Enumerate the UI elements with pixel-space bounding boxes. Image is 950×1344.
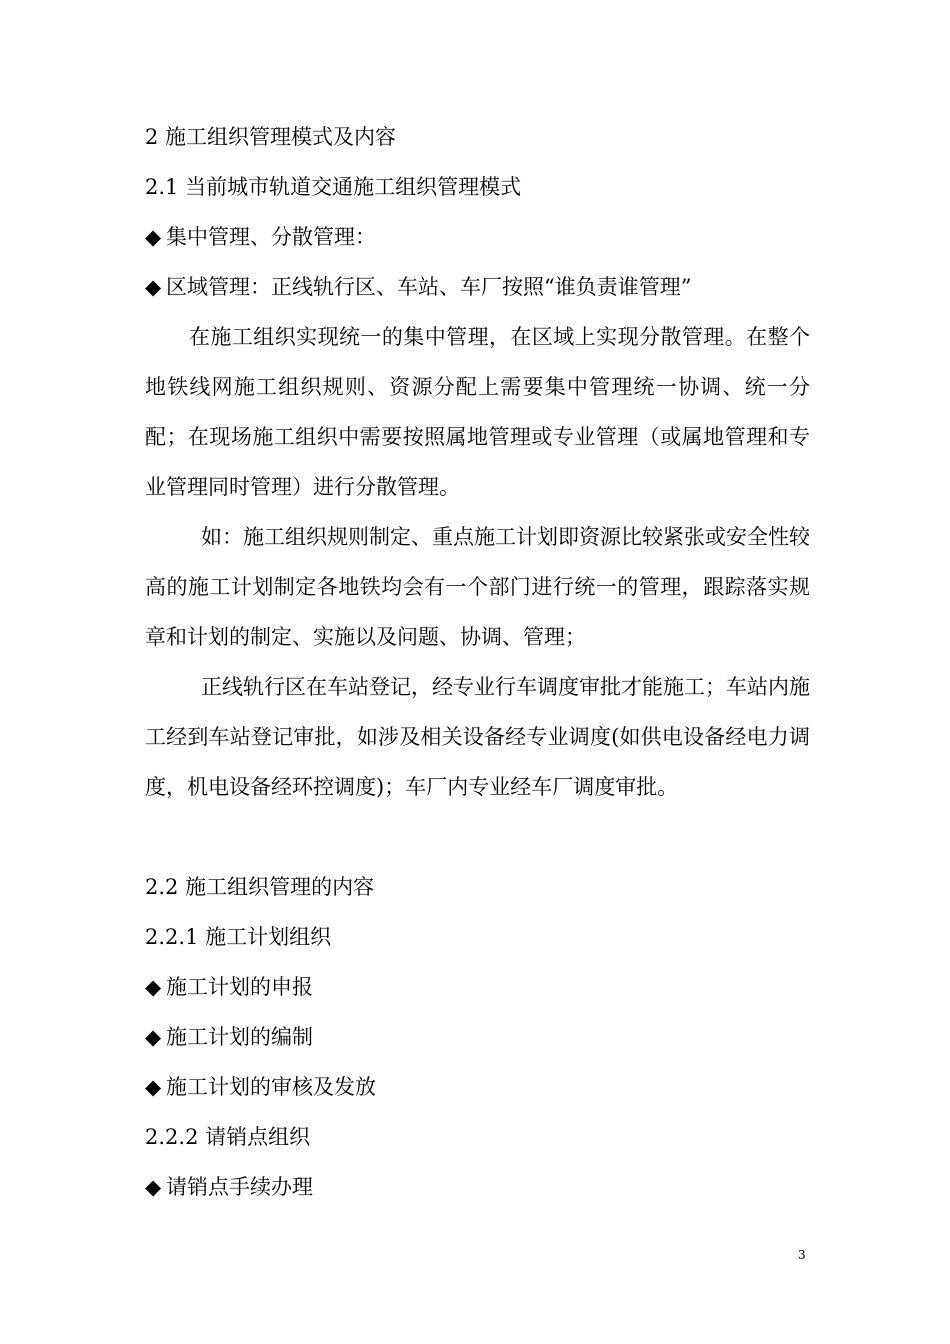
bullet-text: 区域管理：正线轨行区、车站、车厂按照“谁负责谁管理” xyxy=(166,275,692,299)
diamond-bullet-icon: ◆ xyxy=(145,1175,162,1199)
bullet-text: 施工计划的审核及发放 xyxy=(166,1075,376,1099)
section-heading-2-2-2: 2.2.2 请销点组织 xyxy=(145,1125,311,1149)
paragraph-spacer xyxy=(145,812,810,862)
diamond-bullet-icon: ◆ xyxy=(145,1075,162,1099)
bullet-item xyxy=(145,1062,810,1112)
bullet-text: 施工计划的申报 xyxy=(166,975,313,999)
section-heading-2: 2 施工组织管理模式及内容 xyxy=(145,125,397,149)
bullet-text: 请销点手续办理 xyxy=(166,1175,313,1199)
body-paragraph: 如：施工组织规则制定、重点施工计划即资源比较紧张或安全性较高的施工计划制定各地铁均会有一个部门进行统一的管理，跟踪落实规章和计划的制定、实施以及问题、协调、管理； xyxy=(145,525,810,649)
section-heading-2-2-1: 2.2.1 施工计划组织 xyxy=(145,925,332,949)
diamond-bullet-icon: ◆ xyxy=(145,975,162,999)
bullet-item xyxy=(145,262,810,312)
section-heading-2-1: 2.1 当前城市轨道交通施工组织管理模式 xyxy=(145,175,522,199)
bullet-item xyxy=(145,212,810,262)
bullet-text: 施工计划的编制 xyxy=(166,1025,313,1049)
diamond-bullet-icon: ◆ xyxy=(145,225,162,249)
diamond-bullet-icon: ◆ xyxy=(145,275,162,299)
bullet-item xyxy=(145,1012,810,1062)
page-body xyxy=(145,112,810,1212)
bullet-item xyxy=(145,1162,810,1212)
body-paragraph: 正线轨行区在车站登记，经专业行车调度审批才能施工；车站内施工经到车站登记审批，如涉及相关设备经专业调度(如供电设备经电力调度，机电设备经环控调度)；车厂内专业经车厂调度审批。 xyxy=(145,675,810,799)
diamond-bullet-icon: ◆ xyxy=(145,1025,162,1049)
page-number: 3 xyxy=(798,1248,806,1262)
body-paragraph: 在施工组织实现统一的集中管理，在区域上实现分散管理。在整个地铁线网施工组织规则、资源分配上需要集中管理统一协调、统一分配；在现场施工组织中需要按照属地管理或专业管理（或属地管理和专业管理同时管理）进行分散管理。 xyxy=(145,325,810,499)
bullet-item xyxy=(145,962,810,1012)
section-heading-2-2: 2.2 施工组织管理的内容 xyxy=(145,875,375,899)
bullet-text: 集中管理、分散管理： xyxy=(166,225,376,249)
